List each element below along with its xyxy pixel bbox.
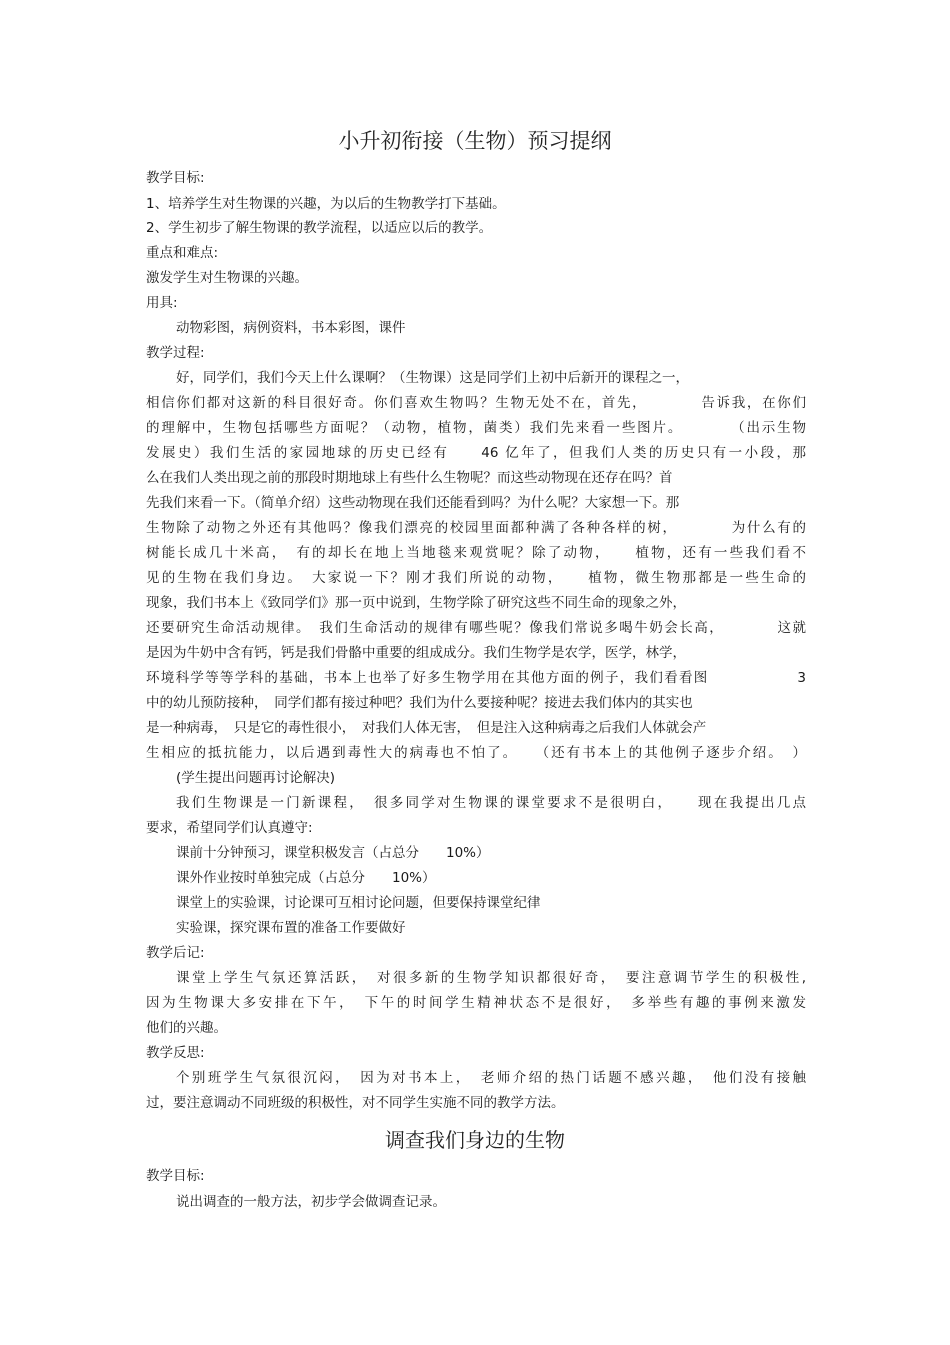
process-line: 是一种病毒， 只是它的毒性很小， 对我们人体无害， 但是注入这种病毒之后我们人体就会产 <box>146 720 707 736</box>
process-line: 是因为牛奶中含有钙，钙是我们骨骼中重要的组成成分。我们生物学是农学，医学，林学， <box>146 645 686 661</box>
second-objective-text: 说出调查的一般方法，初步学会做调查记录。 <box>176 1194 446 1210</box>
postscript-line: 课堂上学生气氛还算活跃， 对很多新的生物学知识都很好奇， 要注意调节学生的积极性, <box>176 970 806 986</box>
process-line: 生物除了动物之外还有其他吗？像我们漂亮的校园里面都种满了各种各样的树， 为什么有的 <box>146 520 806 536</box>
reflection-heading: 教学反思: <box>146 1045 205 1061</box>
postscript-line: 因为生物课大多安排在下午， 下午的时间学生精神状态不是很好， 多举些有趣的事例来激发 <box>146 995 806 1011</box>
reflection-line: 个别班学生气氛很沉闷， 因为对书本上， 老师介绍的热门话题不感兴趣， 他们没有接触 <box>176 1070 806 1086</box>
requirements-intro: 我们生物课是一门新课程， 很多同学对生物课的课堂要求不是很明白， 现在我提出几点 <box>176 795 806 811</box>
process-line: 现象，我们书本上《致同学们》那一页中说到，生物学除了研究这些不同生命的现象之外， <box>146 595 686 611</box>
process-line: 中的幼儿预防接种， 同学们都有接过种吧？我们为什么要接种呢？接进去我们体内的其实也 <box>146 695 693 711</box>
section-title: 调查我们身边的生物 <box>385 1128 565 1152</box>
process-line: 环境科学等等学科的基础，书本上也举了好多生物学用在其他方面的例子，我们看看图 3 <box>146 670 806 686</box>
process-line: 么在我们人类出现之前的那段时期地球上有些什么生物呢？而这些动物现在还存在吗？首 <box>146 470 673 486</box>
tools-text: 动物彩图，病例资料，书本彩图，课件 <box>176 320 406 336</box>
process-line: 生相应的抵抗能力，以后遇到毒性大的病毒也不怕了。 （还有书本上的其他例子逐步介绍。 ） <box>146 745 806 761</box>
process-line: 还要研究生命活动规律。 我们生命活动的规律有哪些呢？像我们常说多喝牛奶会长高， 这就 <box>146 620 806 636</box>
process-heading: 教学过程: <box>146 345 205 361</box>
requirements-intro: 要求，希望同学们认真遵守: <box>146 820 313 836</box>
requirement-item: 实验课，探究课布置的准备工作要做好 <box>176 920 406 936</box>
process-line: 的理解中，生物包括哪些方面呢？（动物，植物，菌类）我们先来看一些图片。 （出示生物 <box>146 420 806 436</box>
requirement-item: 课前十分钟预习，课堂积极发言（占总分 10%） <box>176 845 490 861</box>
page-title: 小升初衔接（生物）预习提纲 <box>338 129 612 153</box>
tools-heading: 用具: <box>146 295 178 311</box>
requirement-item: 课堂上的实验课，讨论课可互相讨论问题，但要保持课堂纪律 <box>176 895 541 911</box>
reflection-line: 过，要注意调动不同班级的积极性，对不同学生实施不同的教学方法。 <box>146 1095 565 1111</box>
objective-1: 1、培养学生对生物课的兴趣，为以后的生物教学打下基础。 <box>146 196 506 212</box>
postscript-line: 他们的兴趣。 <box>146 1020 227 1036</box>
key-heading: 重点和难点: <box>146 245 219 261</box>
objectives-heading: 教学目标: <box>146 170 205 186</box>
process-line: 见的生物在我们身边。 大家说一下？刚才我们所说的动物， 植物，微生物那都是一些生命的 <box>146 570 806 586</box>
second-objectives-heading: 教学目标: <box>146 1168 205 1184</box>
objective-2: 2、学生初步了解生物课的教学流程，以适应以后的教学。 <box>146 220 493 236</box>
process-line: 先我们来看一下。（简单介绍）这些动物现在我们还能看到吗？为什么呢？大家想一下。那 <box>146 495 680 511</box>
requirement-item: 课外作业按时单独完成（占总分 10%） <box>176 870 436 886</box>
postscript-heading: 教学后记: <box>146 945 205 961</box>
process-line: 相信你们都对这新的科目很好奇。你们喜欢生物吗？生物无处不在，首先， 告诉我，在你们 <box>146 395 806 411</box>
process-line: 发展史）我们生活的家园地球的历史已经有 46 亿年了，但我们人类的历史只有一小段，那 <box>146 445 806 461</box>
discussion-note: (学生提出问题再讨论解决) <box>176 770 336 786</box>
process-line: 树能长成几十米高， 有的却长在地上当地毯来观赏呢？除了动物， 植物，还有一些我们看不 <box>146 545 806 561</box>
process-line: 好，同学们，我们今天上什么课啊？（生物课）这是同学们上初中后新开的课程之一， <box>176 370 689 386</box>
key-text: 激发学生对生物课的兴趣。 <box>146 270 308 286</box>
